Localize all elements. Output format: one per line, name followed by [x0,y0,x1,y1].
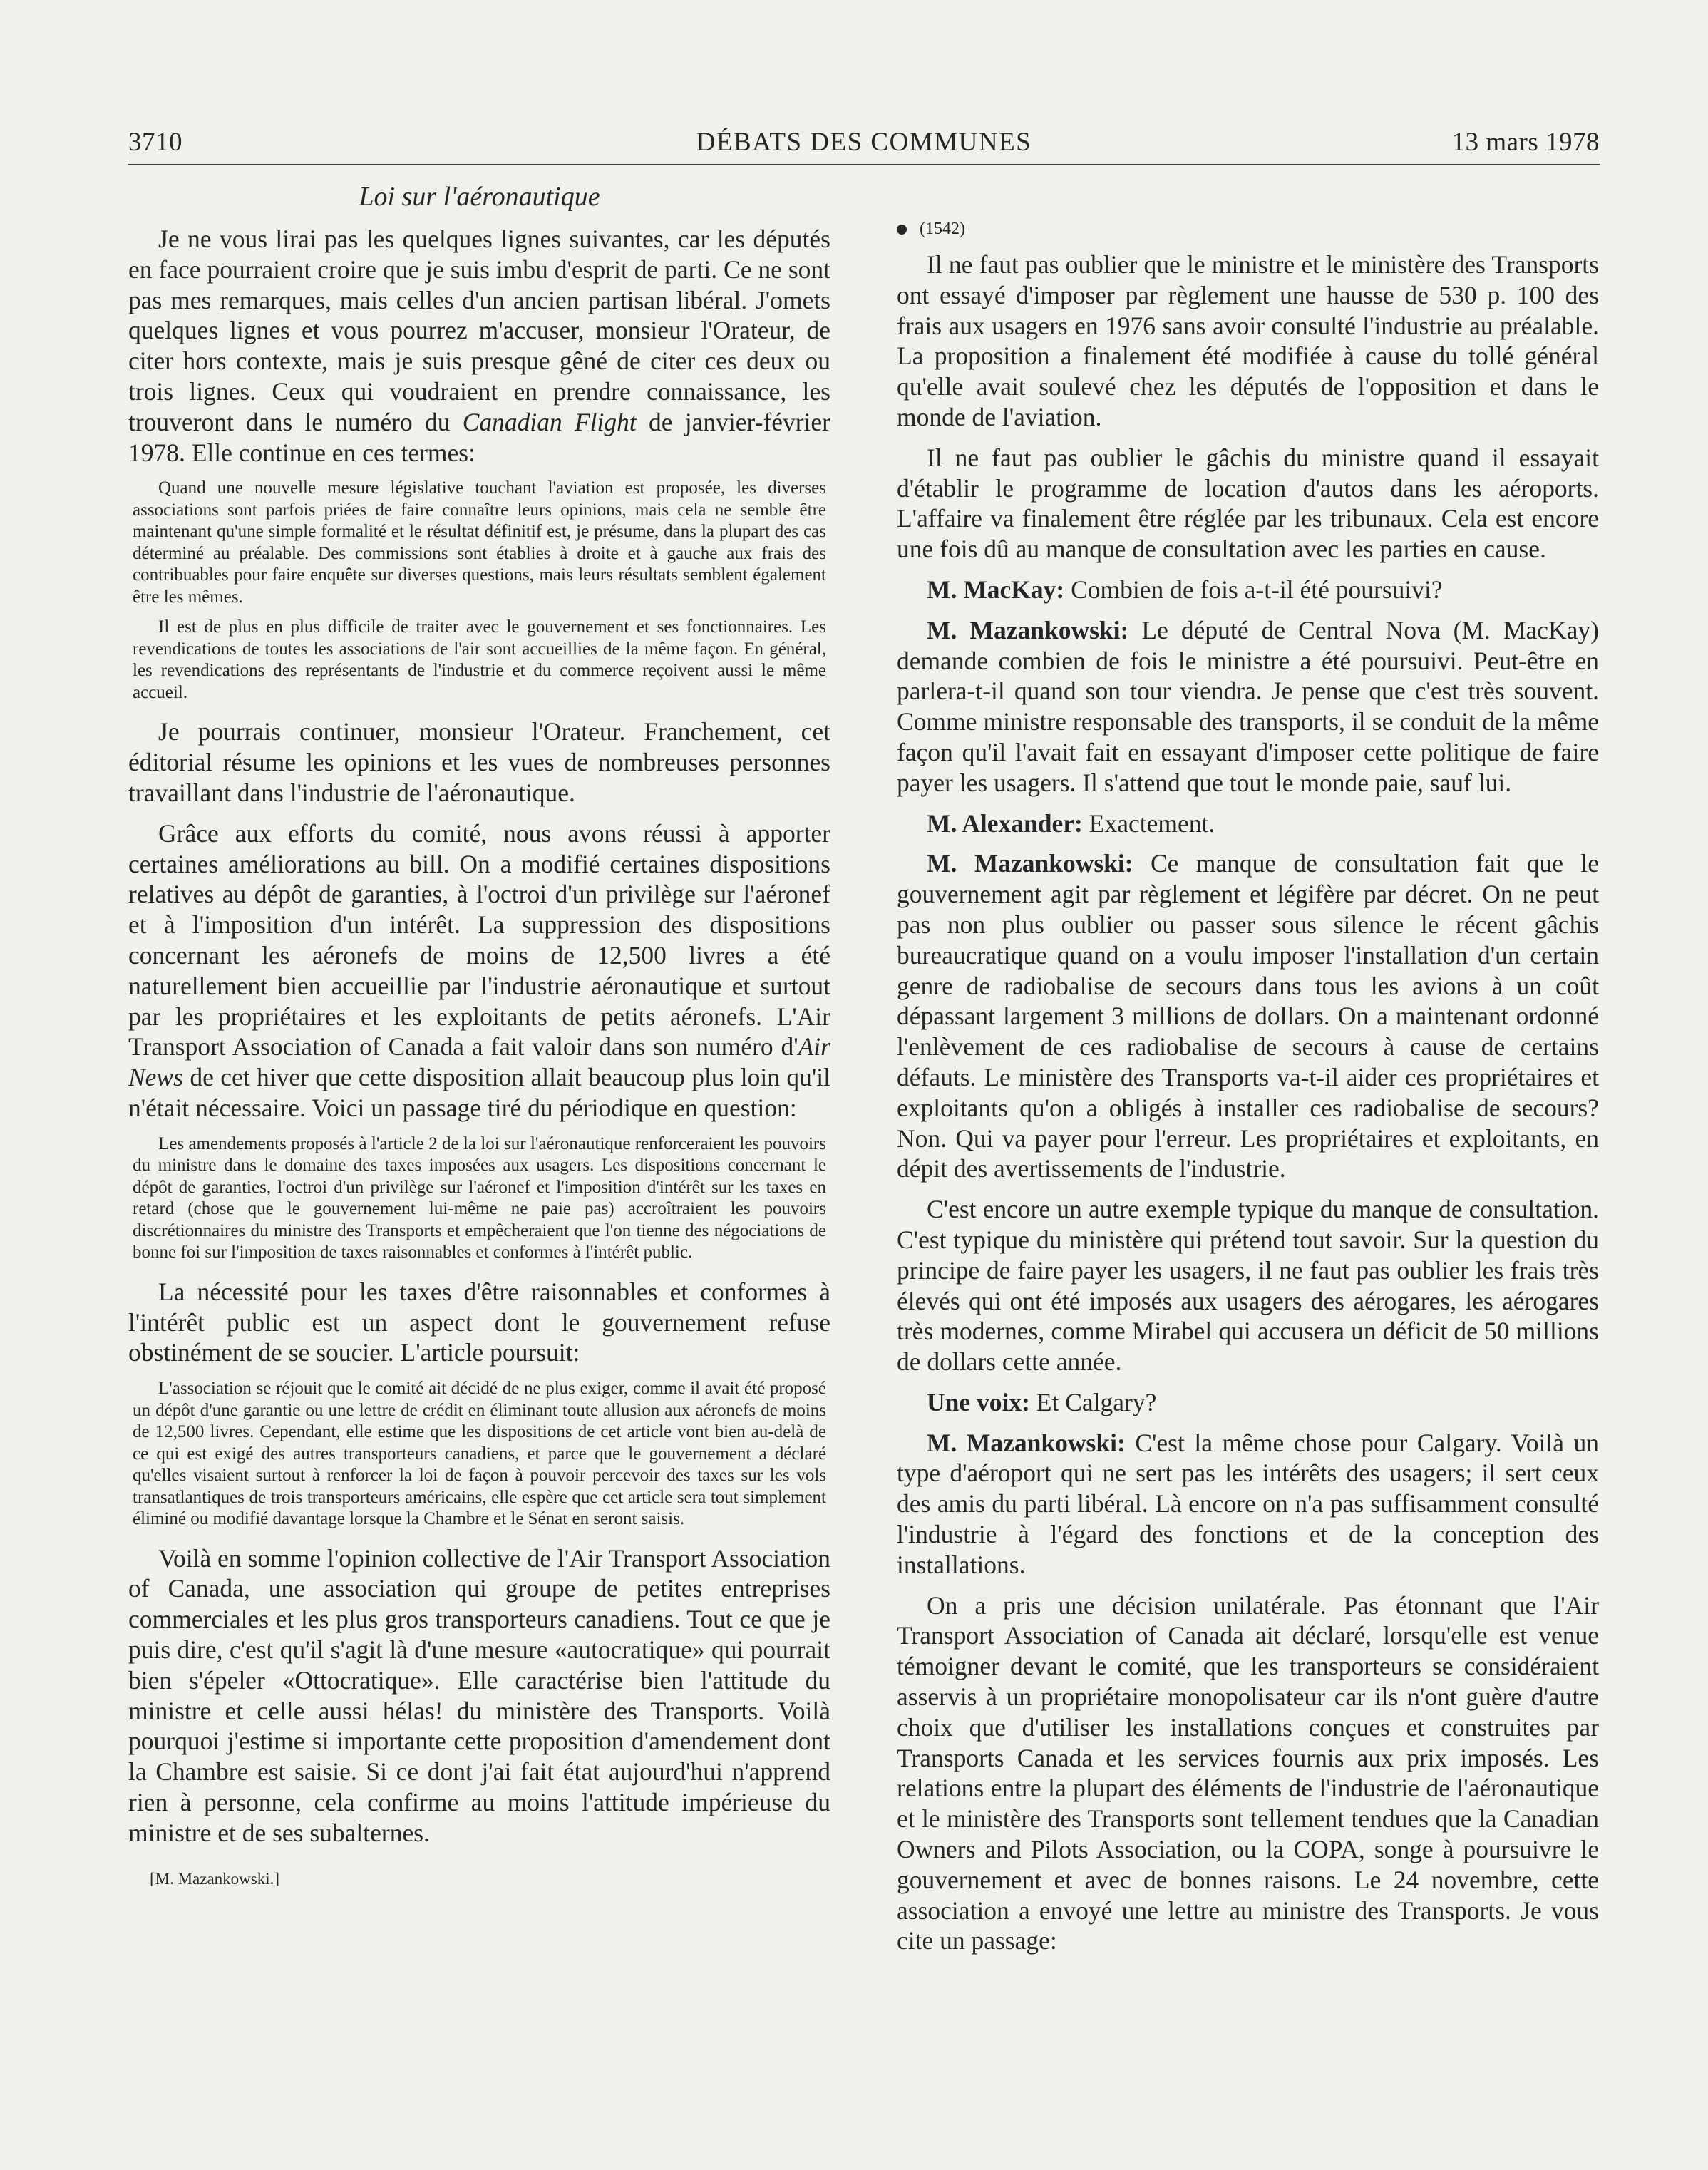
publication-name: Canadian Flight [462,407,637,436]
paragraph: Je ne vous lirai pas les quelques lignes suivantes, car les députés en face pourraient croire que je suis imbu d'esprit de parti. Ce ne sont pas mes remarques, mais celles d'un ancien partisan libéral. J'omets quelques lignes et vous pourrez m'accuser, monsieur l'Orateur, de citer hors contexte, mais je suis presque gêné de citer ces deux ou trois lignes. Ceux qui voudraient en prendre connaissance, les trouveront dans le numéro du Canadian Flight de janvier-février 1978. Elle continue en ces termes: [128,225,830,467]
speaker-name: M. Mazankowski: [927,849,1133,878]
speech-mackay: M. MacKay: Combien de fois a-t-il été poursuivi? [927,575,1443,604]
page-number: 3710 [128,128,182,157]
quote-paragraph: L'association se réjouit que le comité ait décidé de ne plus exiger, comme il avait été proposé un dépôt d'une garantie ou une lettre de crédit en éliminant toute allusion aux aéronefs de moins de 12,500 livres. Cependant, elle estime que les dispositions de cet article vont bien au-delà de ce qui est exigé des autres transporteurs canadiens, et parce que le gouvernement a déclaré qu'elles visaient surtout à renforcer la loi de façon à pouvoir percevoir des taxes sur les vols transatlantiques de trois transporteurs américains, elle espère que cet article sera tout simplement éliminé ou modifié davantage lorsque la Chambre et le Sénat en seront saisis. [133,1379,826,1529]
left-column [128,180,830,1888]
bullet-dot-icon [897,225,907,235]
publication-name: Air News [128,1032,830,1092]
paragraph: La nécessité pour les taxes d'être raisonnables et conformes à l'intérêt public est un aspect dont le gouvernement refuse obstinément de se soucier. L'article poursuit: [128,1277,830,1367]
running-title: Loi sur l'aéronautique [359,182,600,212]
quote-paragraph: Il est de plus en plus difficile de traiter avec le gouvernement et ses fonctionnaires. Les revendications de toutes les associations de l'air sont accueillies de la même façon. En général, les revendications des représentants de l'industrie et du commerce reçoivent aussi le même accueil. [133,617,826,702]
block-quote [128,1133,830,1264]
speaker-name: Une voix: [927,1387,1030,1416]
speech-mazankowski: M. Mazankowski: Le député de Central Nova (M. MacKay) demande combien de fois le ministre a été poursuivi. Peut-être en parlera-t-il quand son tour viendra. Je pense que c'est très souvent. Comme ministre responsable des transports, il se conduit de la même façon qu'il l'avait fait en essayant d'imposer cette politique de faire payer les usagers. Il s'attend que tout le monde paie, sauf lui. [897,615,1600,797]
speech-mazankowski: M. Mazankowski: C'est la même chose pour Calgary. Voilà un type d'aéroport qui ne sert pas les intérêts des usagers; il sert ceux des amis du parti libéral. Là encore on n'a pas suffisamment consulté l'industrie à l'égard des fonctions et de la conception des installations. [897,1428,1599,1579]
quote-paragraph: Quand une nouvelle mesure législative touchant l'aviation est proposée, les diverses associations sont parfois priées de faire connaître leurs opinions, mais cela ne semble être maintenant qu'une simple formalité et le résultat définitif est, je présume, dans la plupart des cas déterminé au préalable. Des commissions sont établies à droite et à gauche aux frais des contribuables pour faire enquête sur diverses questions, mais leurs résultats semblent également être les mêmes. [133,478,826,607]
block-quote [128,478,830,704]
paragraph: Il ne faut pas oublier le gâchis du ministre quand il essayait d'établir le programme de location d'autos dans les aéroports. L'affaire va finalement être réglée par les tribunaux. Cela est encore une fois dû au manque de consultation avec les parties en cause. [897,443,1599,564]
paragraph: Je pourrais continuer, monsieur l'Orateur. Franchement, cet éditorial résume les opinions et les vues de nombreuses personnes travaillant dans l'industrie de l'aéronautique. [128,717,830,807]
paragraph: Il ne faut pas oublier que le ministre et le ministère des Transports ont essayé d'imposer par règlement une hausse de 530 p. 100 des frais aux usagers en 1976 sans avoir consulté l'industrie au préalable. La proposition a finalement été modifiée à cause du tollé général qu'elle avait soulevé chez les députés de l'opposition et dans le monde de l'aviation. [897,250,1599,431]
quote-paragraph: Les amendements proposés à l'article 2 de la loi sur l'aéronautique renforceraient les pouvoirs du ministre dans le domaine des taxes imposées aux usagers. Les dispositions concernant le dépôt de garanties, l'octroi d'un privilège sur l'aéronef et l'imposition d'intérêt sur les taxes en retard (chose que le gouvernement lui-même ne paie pas) accroîtraient les pouvoirs discrétionnaires du ministre des Transports et empêcheraient que l'on tienne des négociations de bonne foi sur l'imposition de taxes raisonnables et conformes à l'intérêt public. [133,1133,826,1263]
paragraph: Voilà en somme l'opinion collective de l'Air Transport Association of Canada, une association qui groupe de petites entreprises commerciales et les plus gros transporteurs canadiens. Tout ce que je puis dire, c'est qu'il s'agit là d'une mesure «autocratique» qui pourrait bien s'épeler «Ottocratique». Elle caractérise bien l'attitude du ministre et celle aussi hélas! du ministère des Transports. Voilà pourquoi j'estime si importante cette proposition d'amendement dont la Chambre est saisie. Si ce dont j'ai fait état aujourd'hui n'apprend rien à personne, cela confirme au moins l'attitude impérieuse du ministre et de ses subalternes. [128,1543,830,1847]
speaker-name: M. MacKay: [927,575,1065,604]
speech-interjection: Une voix: Et Calgary? [927,1387,1157,1416]
speaker-name: M. Mazankowski: [927,615,1129,644]
block-quote [128,1378,830,1531]
page-header [128,123,1600,165]
paragraph: C'est encore un autre exemple typique du manque de consultation. C'est typique du ministère qui prétend tout savoir. Sur la question du principe de faire payer les usagers, il ne faut pas oublier les frais très élevés qui ont été imposés aux usagers des aérogares, les aérogares très modernes, comme Mirabel qui accusera un déficit de 50 millions de dollars cette année. [897,1195,1599,1377]
speech-mazankowski: M. Mazankowski: Ce manque de consultation fait que le gouvernement agit par règlement et légifère par décret. On ne peut pas non plus oublier ou passer sous silence le récent gâchis bureaucratique quand on a voulu imposer l'installation d'un certain genre de radiobalise de secours dans tous les avions à un coût dépassant largement 3 millions de dollars. On a maintenant ordonné l'enlèvement de ces radiobalise de secours à cause de certains défauts. Le ministère des Transports va-t-il aider ces propriétaires et exploitants qu'on a obligés à installer ces radiobalise de secours? Non. Qui va payer pour l'erreur. Les propriétaires et exploitants, en dépit des avertissements de l'industrie. [897,849,1600,1183]
speaker-signature: [M. Mazankowski.] [150,1869,280,1888]
paragraph: On a pris une décision unilatérale. Pas étonnant que l'Air Transport Association of Canada ait déclaré, lorsqu'elle est venue témoigner devant le comité, que les transporteurs se considéraient asservis à un propriétaire monopolisateur car ils n'ont guère d'autre choix que d'utiliser les installations conçues et construites par Transports Canada et les services fournis aux prix imposés. Les relations entre la plupart des éléments de l'industrie de l'aéronautique et le ministère des Transports sont tellement tendues que la Canadian Owners and Pilots Association, ou la COPA, songe à poursuivre le gouvernement et avec de bonnes raisons. Le 24 novembre, cette association a envoyé une lettre au ministre des Transports. Je vous cite un passage: [897,1590,1599,1955]
time-marker-label: (1542) [920,220,965,238]
right-column [897,180,1599,1966]
speech-alexander: M. Alexander: Exactement. [927,808,1215,838]
header-rule [128,164,1600,165]
paragraph: Grâce aux efforts du comité, nous avons réussi à apporter certaines améliorations au bill. On a modifié certaines dispositions relatives au dépôt de garanties, à l'octroi d'un privilège sur l'aéronef et à l'imposition d'un intérêt. La suppression des dispositions concernant les aéronefs de moins de 12,500 livres a été naturellement bien accueillie par l'industrie aéronautique et surtout par les propriétaires et les exploitants de petits aéronefs. L'Air Transport Association of Canada a fait valoir dans son numéro d'Air News de cet hiver que cette disposition allait beaucoup plus loin qu'il n'était nécessaire. Voici un passage tiré du périodique en question: [128,818,830,1122]
publication-title: DÉBATS DES COMMUNES [696,128,1032,157]
time-marker [897,218,1599,240]
speaker-name: M. Alexander: [927,808,1083,838]
speaker-name: M. Mazankowski: [927,1428,1126,1457]
sitting-date: 13 mars 1978 [1451,128,1600,157]
